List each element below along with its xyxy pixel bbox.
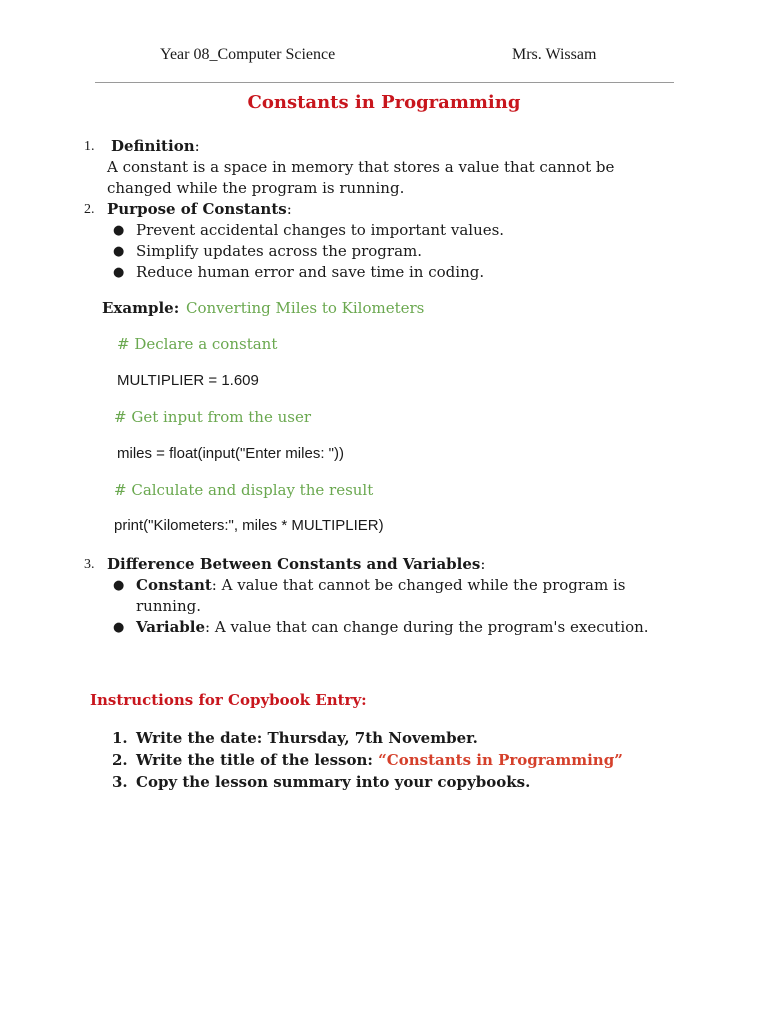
bullet-icon: ● bbox=[113, 620, 125, 635]
instruction-number: 1. bbox=[112, 729, 128, 747]
bullet-icon: ● bbox=[113, 223, 125, 238]
section-heading-purpose: Purpose of Constants: bbox=[107, 200, 292, 218]
code-line: MULTIPLIER = 1.609 bbox=[117, 372, 259, 389]
section-number: 2. bbox=[84, 202, 95, 217]
instruction-item: Copy the lesson summary into your copybooks. bbox=[136, 773, 531, 791]
course-header: Year 08_Computer Science bbox=[160, 46, 336, 63]
definition-text-line: A constant is a space in memory that stores a value that cannot be bbox=[107, 158, 615, 176]
code-comment: # Calculate and display the result bbox=[114, 481, 374, 499]
bullet-icon: ● bbox=[113, 265, 125, 280]
code-comment: # Get input from the user bbox=[114, 408, 311, 426]
definition-text-line: changed while the program is running. bbox=[107, 179, 405, 197]
difference-item-variable: Variable: A value that can change during the program's execution. bbox=[136, 618, 649, 636]
page-title: Constants in Programming bbox=[247, 92, 521, 113]
code-line: print("Kilometers:", miles * MULTIPLIER) bbox=[114, 517, 384, 534]
instruction-number: 3. bbox=[112, 773, 128, 791]
difference-item-constant: Constant: A value that cannot be changed while the program is bbox=[136, 576, 626, 594]
lesson-title-highlight: “Constants in Programming” bbox=[378, 751, 623, 769]
header-divider bbox=[95, 82, 674, 83]
purpose-bullet: Reduce human error and save time in coding. bbox=[136, 263, 485, 281]
purpose-bullet: Prevent accidental changes to important values. bbox=[136, 221, 505, 239]
bullet-icon: ● bbox=[113, 244, 125, 259]
example-title: Converting Miles to Kilometers bbox=[186, 299, 425, 317]
instruction-item: Write the title of the lesson: “Constants in Programming” bbox=[136, 751, 623, 769]
section-number: 3. bbox=[84, 557, 95, 572]
instruction-item: Write the date: Thursday, 7th November. bbox=[136, 729, 478, 747]
section-heading-definition: Definition: bbox=[111, 137, 200, 155]
section-heading-difference: Difference Between Constants and Variables: bbox=[107, 555, 486, 573]
example-label: Example: bbox=[102, 299, 180, 317]
instruction-number: 2. bbox=[112, 751, 128, 769]
section-number: 1. bbox=[84, 139, 95, 154]
code-comment: # Declare a constant bbox=[117, 335, 278, 353]
bullet-icon: ● bbox=[113, 578, 125, 593]
teacher-name: Mrs. Wissam bbox=[512, 46, 597, 63]
purpose-bullet: Simplify updates across the program. bbox=[136, 242, 423, 260]
instructions-heading: Instructions for Copybook Entry: bbox=[90, 691, 367, 709]
difference-item-continuation: running. bbox=[136, 597, 201, 615]
code-line: miles = float(input("Enter miles: ")) bbox=[117, 445, 344, 462]
